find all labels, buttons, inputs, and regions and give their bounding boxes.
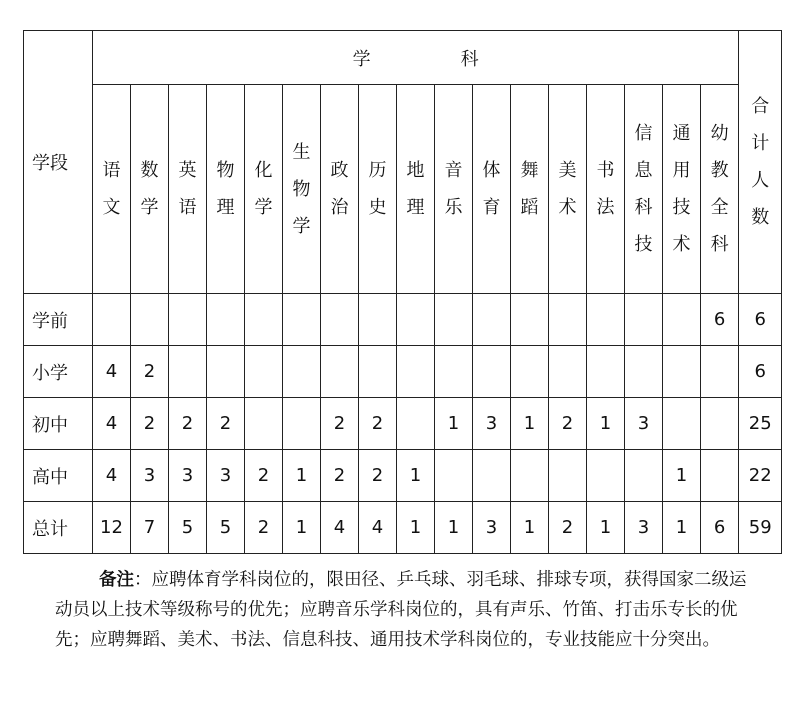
- table-cell: 4: [321, 502, 359, 554]
- table-cell: [549, 450, 587, 502]
- footnote-text: ：应聘体育学科岗位的，限田径、乒乓球、羽毛球、排球专项，获得国家二级运动员以上技术等级称号的优先；应聘音乐学科岗位的，具有声乐、竹笛、打击乐专长的优先；应聘舞蹈、美术、书法、信息科技、通用技术学科岗位的，专业技能应十分突出。: [55, 570, 747, 650]
- table-row: [24, 502, 782, 554]
- table-cell: 4: [93, 346, 131, 398]
- stage-label: 总计: [24, 502, 93, 554]
- subject-header: 信 息 科 技: [625, 85, 663, 294]
- row-total: 59: [739, 502, 782, 554]
- subject-header: 语 文: [93, 85, 131, 294]
- subject-header: 政 治: [321, 85, 359, 294]
- stage-header: 学段: [24, 31, 93, 294]
- table-cell: [511, 294, 549, 346]
- table-cell: [701, 346, 739, 398]
- subject-header: 体 育: [473, 85, 511, 294]
- table-cell: [435, 294, 473, 346]
- table-cell: 1: [435, 502, 473, 554]
- subject-header: 物 理: [207, 85, 245, 294]
- table-cell: 3: [625, 398, 663, 450]
- subject-header: 舞 蹈: [511, 85, 549, 294]
- table-cell: 3: [131, 450, 169, 502]
- footnote-label: 备注: [99, 570, 134, 590]
- subject-group-header: 学科: [93, 31, 739, 85]
- table-cell: 2: [169, 398, 207, 450]
- table-cell: 3: [625, 502, 663, 554]
- table-cell: [207, 294, 245, 346]
- table-cell: [587, 346, 625, 398]
- table-cell: 6: [701, 294, 739, 346]
- quota-table: [23, 30, 782, 554]
- table-cell: 1: [663, 502, 701, 554]
- table-cell: [549, 294, 587, 346]
- table-cell: [397, 346, 435, 398]
- table-cell: [245, 346, 283, 398]
- table-cell: 4: [359, 502, 397, 554]
- table-cell: 3: [169, 450, 207, 502]
- row-total: 6: [739, 346, 782, 398]
- table-cell: [397, 294, 435, 346]
- table-cell: 3: [473, 398, 511, 450]
- subject-header: 通 用 技 术: [663, 85, 701, 294]
- table-cell: 2: [245, 450, 283, 502]
- table-cell: [131, 294, 169, 346]
- table-cell: [511, 346, 549, 398]
- table-cell: 1: [511, 398, 549, 450]
- table-cell: [283, 346, 321, 398]
- table-cell: [283, 398, 321, 450]
- table-cell: 5: [169, 502, 207, 554]
- footnote: [55, 565, 755, 655]
- table-cell: 2: [245, 502, 283, 554]
- subject-header: 书 法: [587, 85, 625, 294]
- table-cell: 1: [435, 398, 473, 450]
- table-cell: 2: [207, 398, 245, 450]
- subject-header: 数 学: [131, 85, 169, 294]
- table-cell: [321, 346, 359, 398]
- table-cell: 2: [131, 398, 169, 450]
- table-cell: [473, 346, 511, 398]
- stage-label: 小学: [24, 346, 93, 398]
- table-row: [24, 294, 782, 346]
- table-cell: [549, 346, 587, 398]
- table-cell: [435, 346, 473, 398]
- table-cell: [663, 294, 701, 346]
- table-cell: 1: [283, 502, 321, 554]
- table-cell: [245, 398, 283, 450]
- subject-header: 音 乐: [435, 85, 473, 294]
- subject-header: 英 语: [169, 85, 207, 294]
- table-cell: 6: [701, 502, 739, 554]
- table-cell: 5: [207, 502, 245, 554]
- subject-header: 生 物 学: [283, 85, 321, 294]
- table-cell: [701, 398, 739, 450]
- table-cell: [321, 294, 359, 346]
- row-total: 22: [739, 450, 782, 502]
- table-cell: [283, 294, 321, 346]
- table-cell: 1: [511, 502, 549, 554]
- table-cell: 1: [587, 398, 625, 450]
- table-cell: 1: [283, 450, 321, 502]
- stage-label: 高中: [24, 450, 93, 502]
- table-cell: 2: [359, 398, 397, 450]
- table-cell: 2: [321, 398, 359, 450]
- table-cell: [93, 294, 131, 346]
- table-cell: [625, 294, 663, 346]
- table-cell: [435, 450, 473, 502]
- table-cell: [245, 294, 283, 346]
- table-cell: 1: [397, 502, 435, 554]
- table-cell: [587, 450, 625, 502]
- table-cell: [663, 346, 701, 398]
- subject-header: 历 史: [359, 85, 397, 294]
- subject-header: 幼 教 全 科: [701, 85, 739, 294]
- row-total: 25: [739, 398, 782, 450]
- table-row: [24, 346, 782, 398]
- table-cell: 3: [207, 450, 245, 502]
- table-cell: [359, 294, 397, 346]
- table-cell: 2: [359, 450, 397, 502]
- table-cell: [511, 450, 549, 502]
- table-cell: 4: [93, 450, 131, 502]
- table-cell: 1: [587, 502, 625, 554]
- table-cell: 2: [131, 346, 169, 398]
- table-cell: [473, 294, 511, 346]
- table-row: [24, 398, 782, 450]
- table-cell: [701, 450, 739, 502]
- table-cell: 2: [549, 398, 587, 450]
- total-header: 合 计 人 数: [739, 31, 782, 294]
- table-cell: [359, 346, 397, 398]
- stage-label: 学前: [24, 294, 93, 346]
- table-cell: 12: [93, 502, 131, 554]
- table-cell: [625, 346, 663, 398]
- table-cell: 1: [397, 450, 435, 502]
- row-total: 6: [739, 294, 782, 346]
- table-cell: [169, 294, 207, 346]
- stage-label: 初中: [24, 398, 93, 450]
- table-cell: [397, 398, 435, 450]
- table-cell: [169, 346, 207, 398]
- subject-header: 化 学: [245, 85, 283, 294]
- table-cell: 2: [549, 502, 587, 554]
- table-cell: [473, 450, 511, 502]
- table-cell: [207, 346, 245, 398]
- table-row: [24, 450, 782, 502]
- table-cell: [625, 450, 663, 502]
- subject-header: 地 理: [397, 85, 435, 294]
- table-cell: 1: [663, 450, 701, 502]
- subject-header: 美 术: [549, 85, 587, 294]
- table-cell: 7: [131, 502, 169, 554]
- table-cell: 2: [321, 450, 359, 502]
- table-cell: [663, 398, 701, 450]
- table-cell: [587, 294, 625, 346]
- table-cell: 3: [473, 502, 511, 554]
- table-cell: 4: [93, 398, 131, 450]
